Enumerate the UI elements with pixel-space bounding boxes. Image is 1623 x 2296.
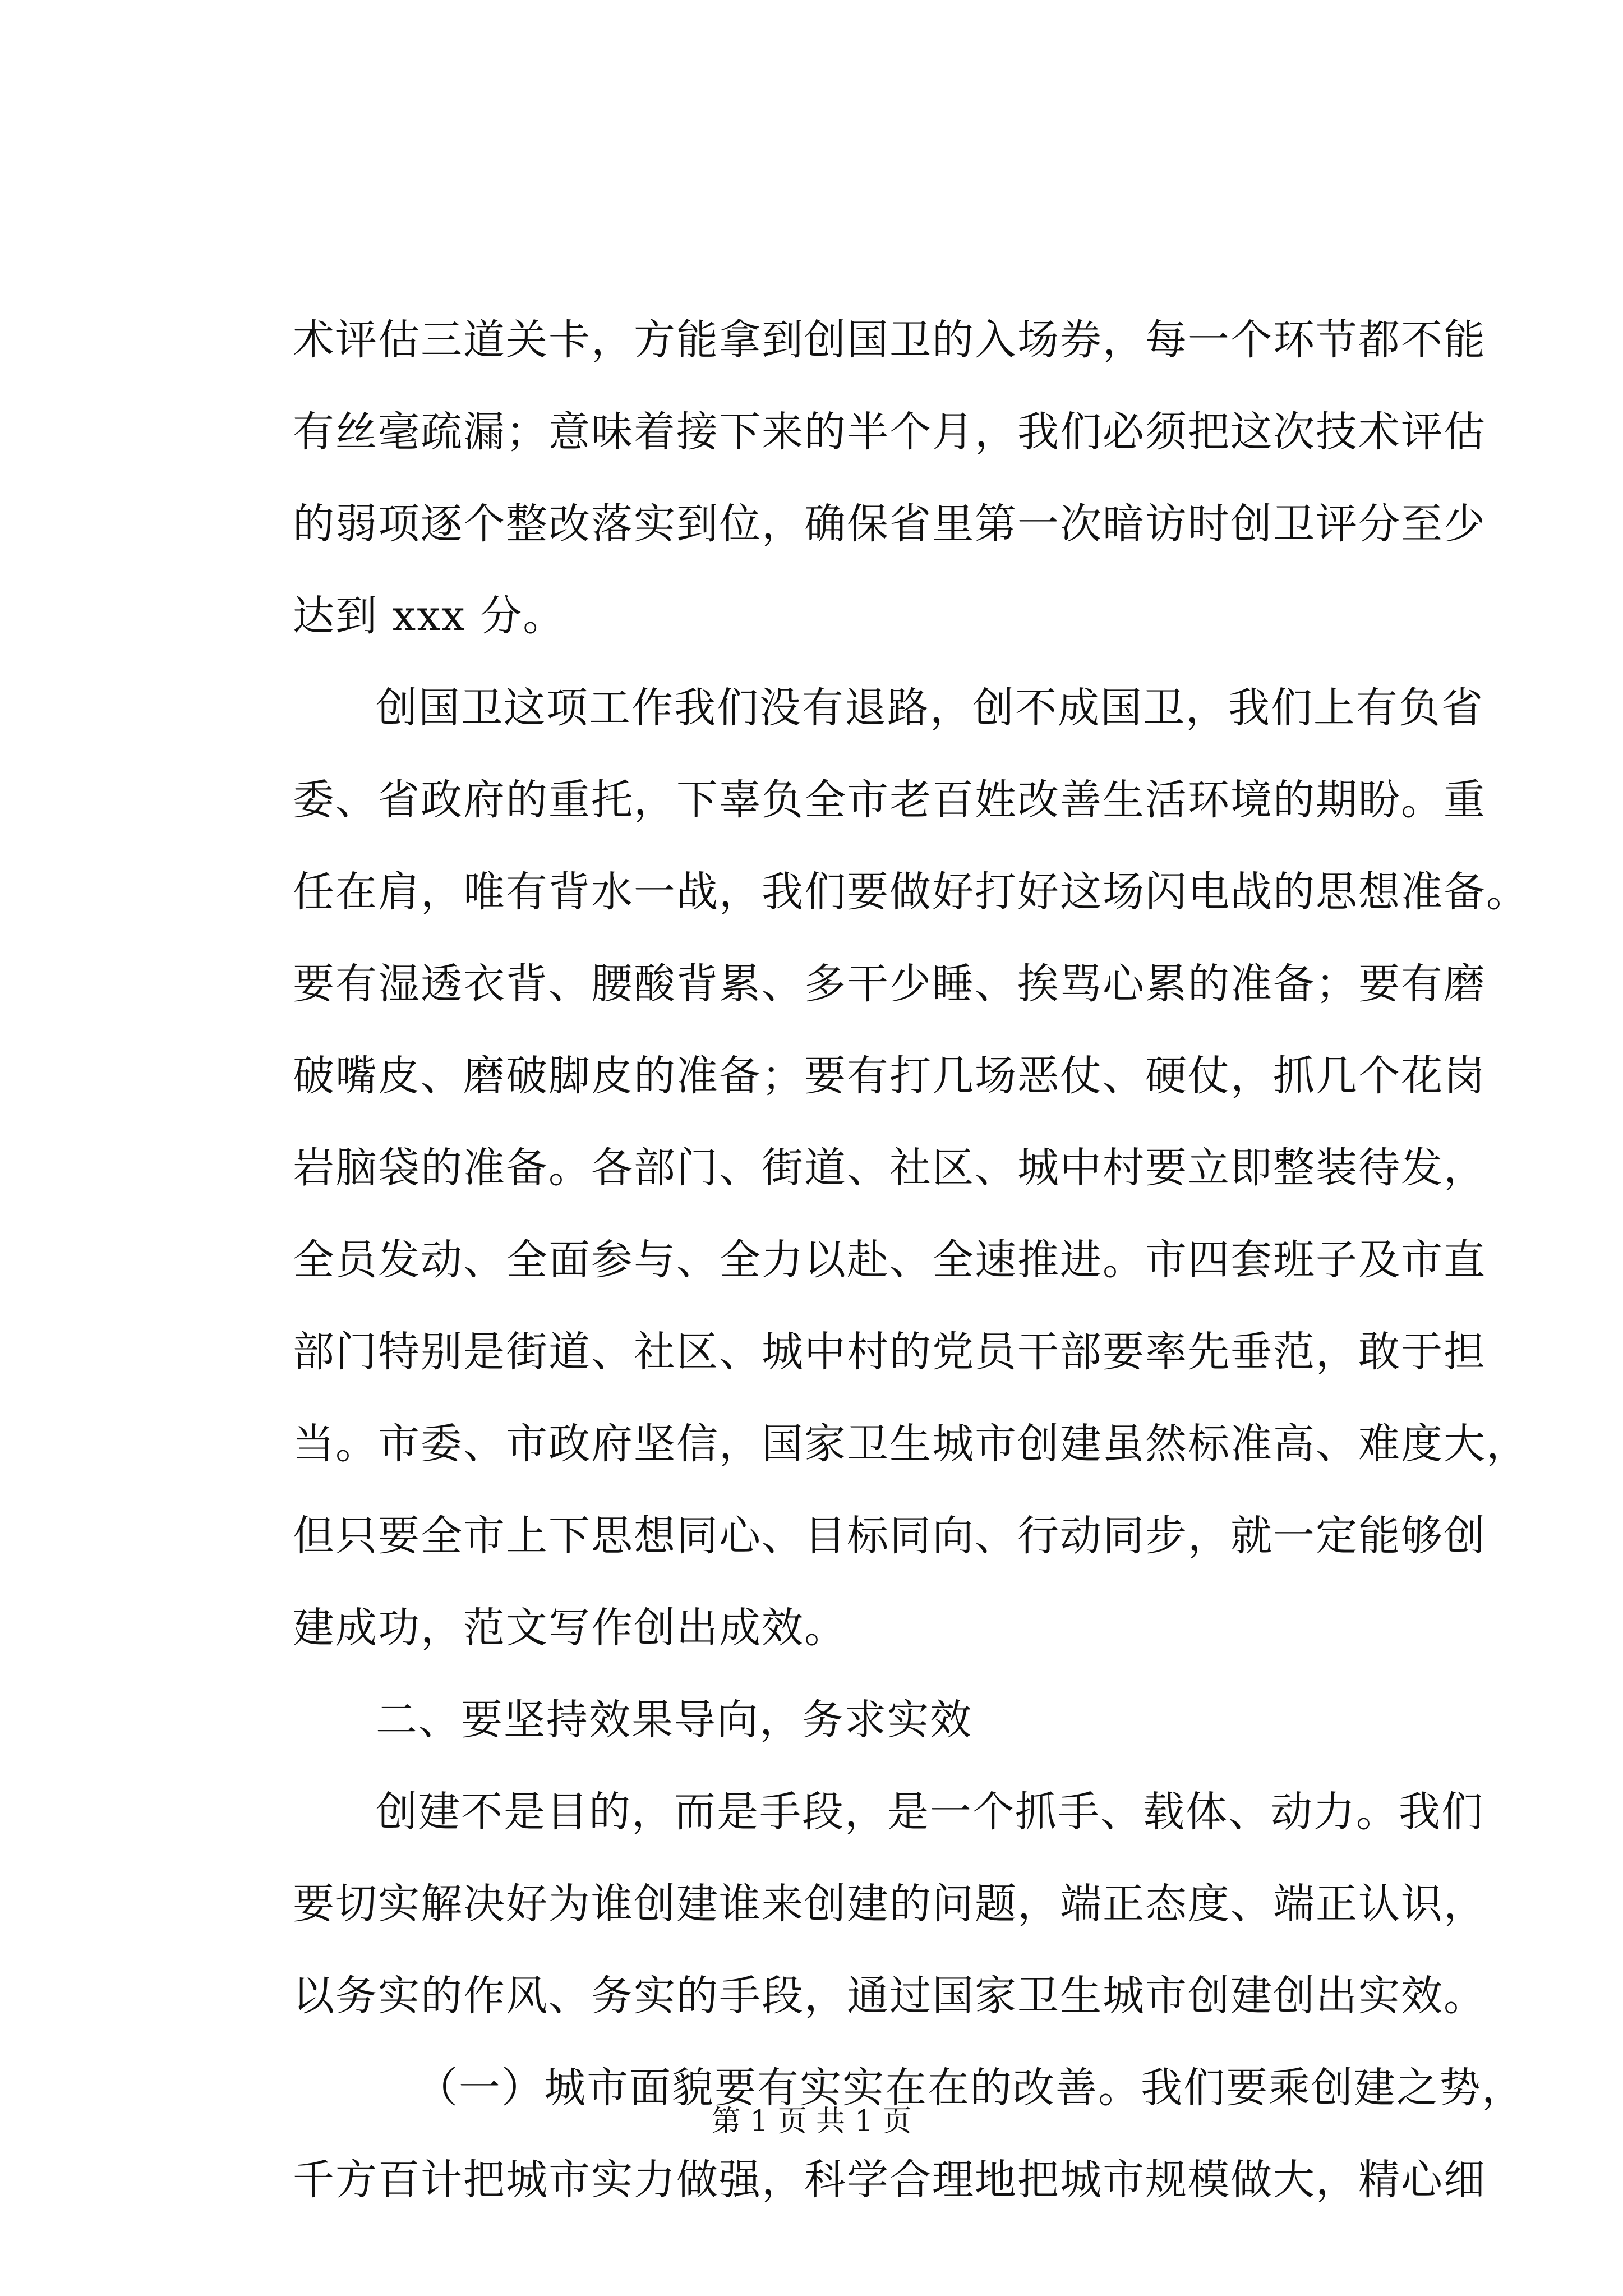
text-line: 当。市委、市政府坚信，国家卫生城市创建虽然标准高、难度大，: [293, 1420, 1529, 1468]
text-line: 术评估三道关卡，方能拿到创国卫的入场券，每一个环节都不能: [293, 316, 1486, 364]
text-line: 委、省政府的重托，下辜负全市老百姓改善生活环境的期盼。重: [293, 776, 1486, 824]
section-heading: 二、要坚持效果导向，务求实效: [376, 1696, 972, 1744]
text-line: 破嘴皮、磨破脚皮的准备；要有打几场恶仗、硬仗，抓几个花岗: [293, 1052, 1486, 1100]
text-line: 有丝毫疏漏；意味着接下来的半个月，我们必须把这次技术评估: [293, 408, 1486, 456]
page-footer: 第 1 页 共 1 页: [711, 2105, 912, 2138]
text-line: 建成功，范文写作创出成效。: [293, 1604, 847, 1652]
text-line: 但只要全市上下思想同心、目标同向、行动同步，就一定能够创: [293, 1512, 1486, 1560]
text-line: （一）城市面貌要有实实在在的改善。我们要乘创建之势，: [416, 2064, 1524, 2112]
text-line: 创国卫这项工作我们没有退路，创不成国卫，我们上有负省: [376, 684, 1484, 732]
text-line: 的弱项逐个整改落实到位，确保省里第一次暗访时创卫评分至少: [293, 500, 1486, 548]
text-line: 任在肩，唯有背水一战，我们要做好打好这场闪电战的思想准备。: [293, 868, 1529, 916]
text-line: 创建不是目的，而是手段，是一个抓手、载体、动力。我们: [376, 1788, 1484, 1836]
text-line: 以务实的作风、务实的手段，通过国家卫生城市创建创出实效。: [293, 1972, 1486, 2020]
text-line: 全员发动、全面参与、全力以赴、全速推进。市四套班子及市直: [293, 1236, 1486, 1284]
text-line: 千方百计把城市实力做强，科学合理地把城市规模做大，精心细: [293, 2156, 1486, 2204]
document-body: [293, 294, 1529, 2226]
text-line: 达到 xxx 分。: [293, 592, 566, 640]
text-line: 岩脑袋的准备。各部门、街道、社区、城中村要立即整装待发，: [293, 1144, 1486, 1192]
text-line: 要有湿透衣背、腰酸背累、多干少睡、挨骂心累的准备；要有磨: [293, 960, 1486, 1008]
text-line: 部门特别是街道、社区、城中村的党员干部要率先垂范，敢于担: [293, 1328, 1486, 1376]
text-line: 要切实解决好为谁创建谁来创建的问题，端正态度、端正认识，: [293, 1880, 1486, 1928]
